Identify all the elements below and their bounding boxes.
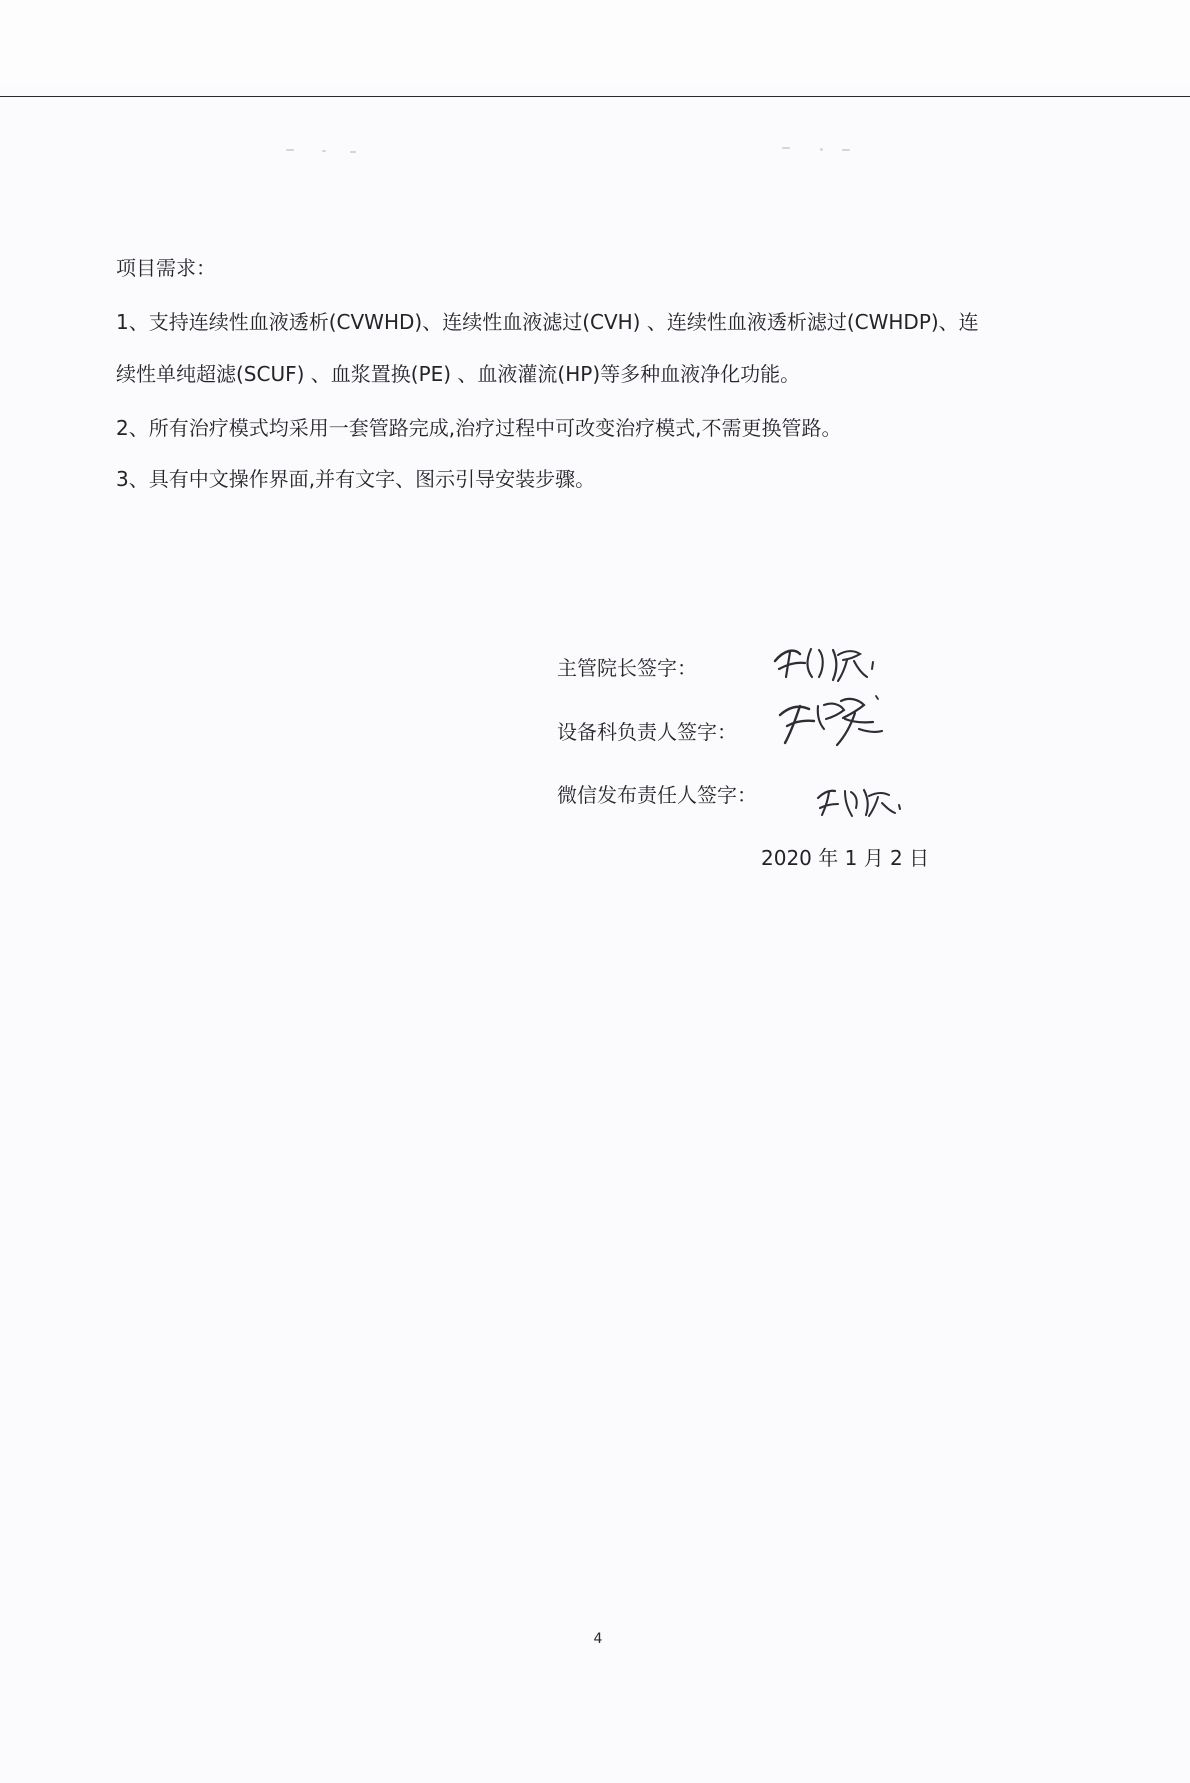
- document-date: 2020 年 1 月 2 日: [761, 846, 930, 870]
- handwritten-signature-icon: [810, 780, 906, 820]
- scan-mark: [322, 150, 326, 152]
- scan-mark: [782, 147, 790, 149]
- equipment-head-signature-label: 设备科负责人签字：: [557, 720, 737, 744]
- scanned-top-strip: [0, 0, 1190, 84]
- top-divider-line: [0, 96, 1190, 97]
- wechat-publisher-signature-label: 微信发布责任人签字：: [557, 783, 757, 807]
- scan-mark: [286, 149, 294, 151]
- requirement-item-1: 1、支持连续性血液透析(CVWHD)、连续性血液滤过(CVH) 、连续性血液透析滤过(CWHDP)、连: [116, 310, 979, 334]
- handwritten-signature-icon: [772, 690, 890, 752]
- scan-mark: [820, 148, 823, 151]
- requirement-item-2: 2、所有治疗模式均采用一套管路完成,治疗过程中可改变治疗模式,不需更换管路。: [116, 416, 842, 440]
- scan-mark: [842, 149, 850, 151]
- requirement-item-3: 3、具有中文操作界面,并有文字、图示引导安装步骤。: [116, 467, 596, 491]
- requirement-item-1-continuation: 续性单纯超滤(SCUF) 、血浆置换(PE) 、血液灌流(HP)等多种血液净化功能。: [116, 362, 801, 386]
- director-signature-label: 主管院长签字：: [557, 656, 697, 680]
- scan-mark: [350, 151, 356, 153]
- section-heading: 项目需求：: [116, 256, 216, 280]
- page-number: 4: [593, 1631, 603, 1647]
- handwritten-signature-icon: [766, 638, 882, 684]
